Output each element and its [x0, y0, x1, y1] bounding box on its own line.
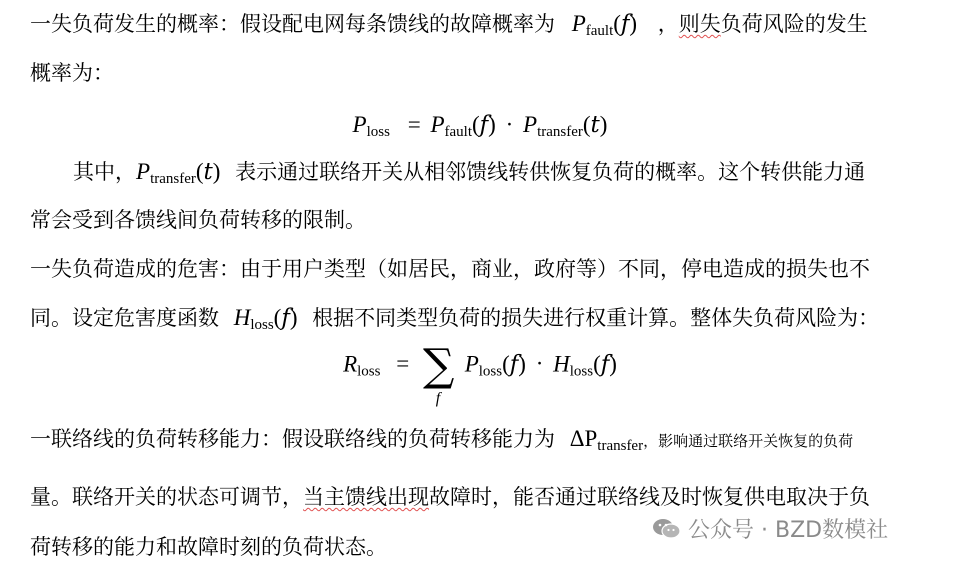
equation-p-loss: $P_{loss}$ = $P_{fault}(𝑓)$ · $P_{transfer}(𝑡)$ — [352, 112, 608, 140]
spellcheck-underline: 则失 — [678, 12, 721, 36]
formula-delta-p-transfer: $\Delta P_{transfer}$ — [569, 426, 644, 454]
summation — [422, 340, 455, 407]
spellcheck-underline: 当主馈线出现 — [303, 485, 429, 509]
paragraph-1-line-2: 概率为： — [30, 61, 114, 85]
paragraph-4-line-3: 荷转移的能力和故障时刻的负荷状态。 — [30, 535, 387, 559]
paragraph-1-line-1: 一失负荷发生的概率：假设配电网每条馈线的故障概率为 $P_{fault}(𝑓)$ ，则失负荷风险的发生 — [30, 11, 868, 39]
watermark-text: 公众号 · BZD数模社 — [688, 518, 889, 543]
paragraph-4-line-2: 量。联络开关的状态可调节，当主馈线出现故障时，能否通过联络线及时恢复供电取决于负 — [30, 485, 870, 509]
formula-h-loss: $H_{loss}(𝑓)$ — [233, 305, 298, 333]
sum-index: f — [435, 390, 441, 407]
paragraph-3-line-1: 一失负荷造成的危害：由于用户类型（如居民，商业，政府等）不同，停电造成的损失也不 — [30, 257, 870, 281]
paragraph-4-line-1: 一联络线的负荷转移能力：假设联络线的负荷转移能力为 $\Delta P_{transfer}$，影响通过联络开关恢复的负荷 — [30, 426, 854, 454]
paragraph-2-line-2: 常会受到各馈线间负荷转移的限制。 — [30, 208, 366, 232]
text: 一失负荷发生的概率：假设配电网每条馈线的故障概率为 — [30, 12, 555, 36]
equation-r-loss: $R_{loss}$ = ∑ f $P_{loss}(𝑓)$ · $H_{loss}(𝑓)$ — [343, 340, 617, 407]
paragraph-2-line-1: 其中，$P_{transfer}(𝑡)$ 表示通过联络开关从相邻馈线转供恢复负荷的概率。这个转供能力通 — [73, 159, 866, 187]
sigma-symbol: ∑ — [422, 340, 455, 391]
formula-p-transfer: $P_{transfer}(𝑡)$ — [136, 159, 221, 187]
paragraph-3-line-2: 同。设定危害度函数 $H_{loss}(𝑓)$ 根据不同类型负荷的损失进行权重计算。整体失负荷风险为： — [30, 305, 880, 333]
formula-p-fault: $P_{fault}(𝑓)$ — [571, 11, 638, 39]
watermark — [652, 513, 888, 544]
wechat-icon — [652, 517, 682, 541]
